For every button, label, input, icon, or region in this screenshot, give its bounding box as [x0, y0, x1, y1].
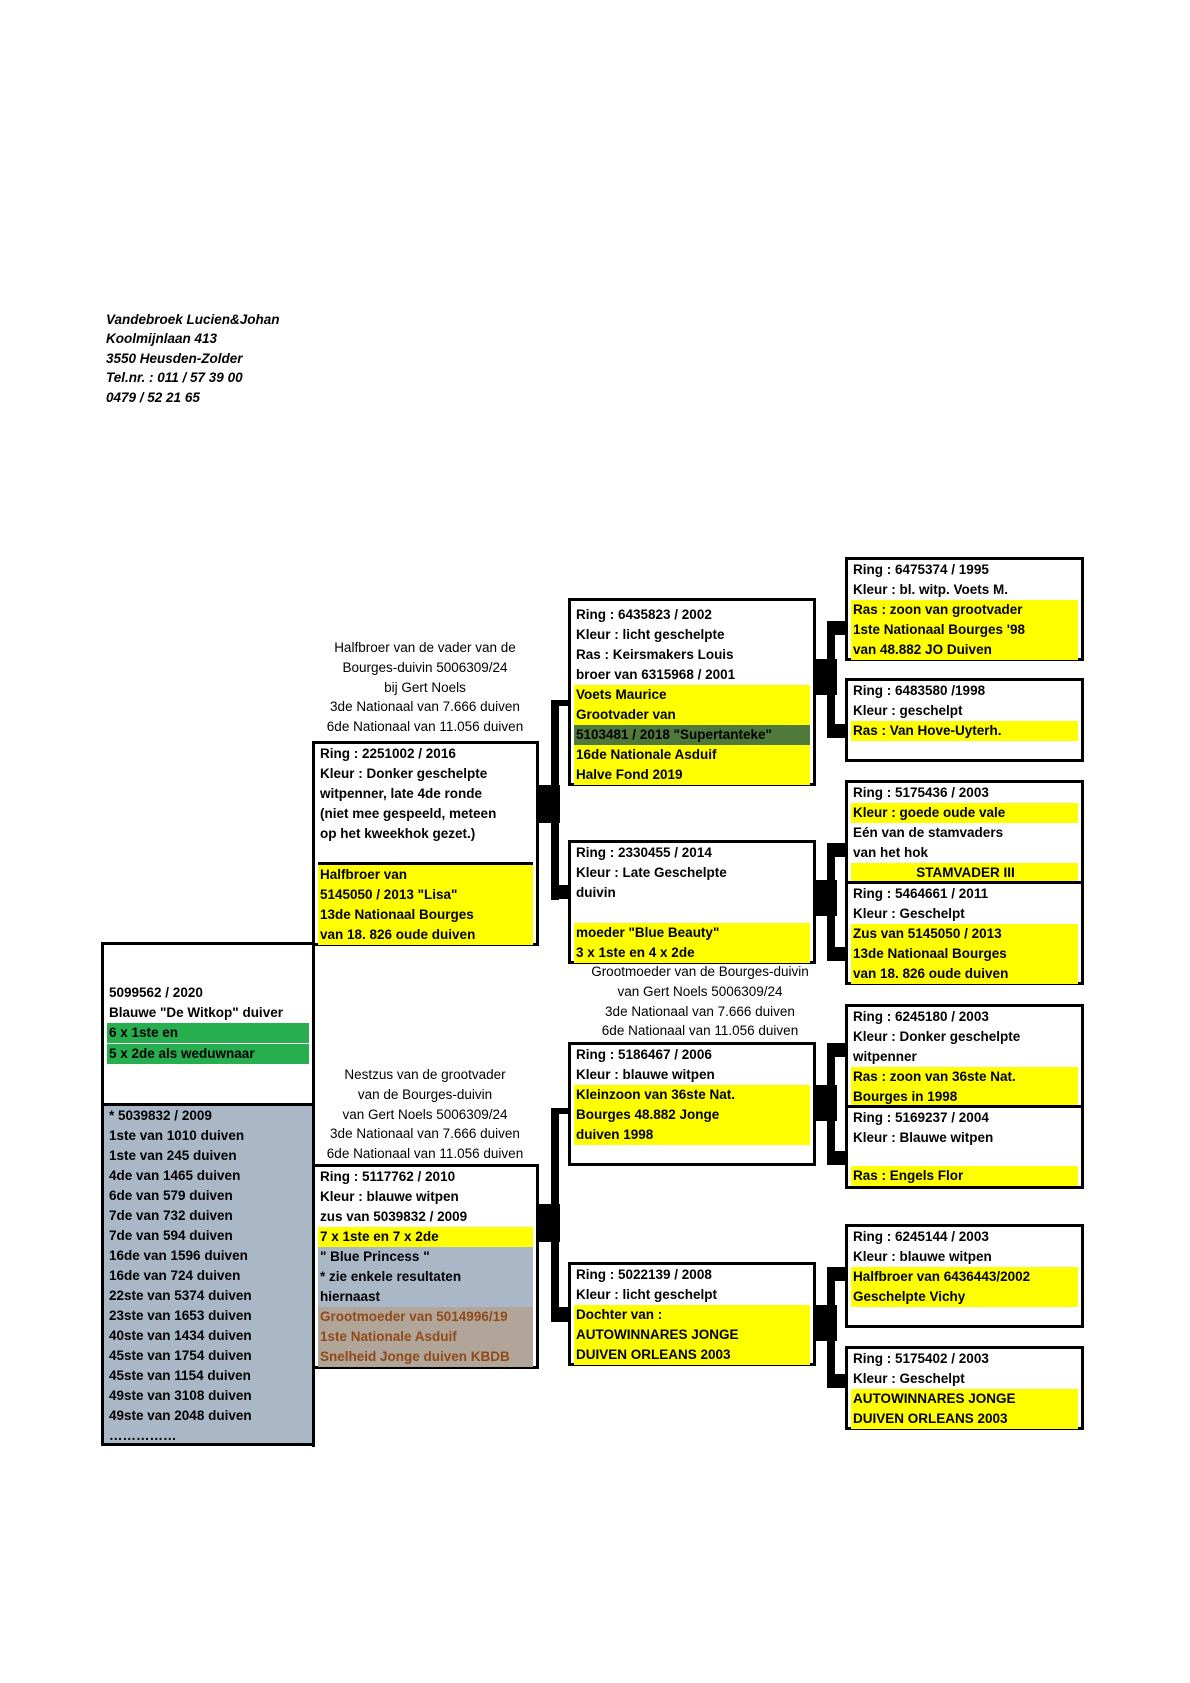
highlight: Geschelpte Vichy	[851, 1287, 1078, 1307]
color: Kleur : licht geschelpt	[576, 1287, 718, 1302]
result-line: 22ste van 5374 duiven	[109, 1288, 252, 1303]
result-line: 49ste van 2048 duiven	[109, 1408, 252, 1423]
result-line: 16de van 724 duiven	[109, 1268, 241, 1283]
connector	[827, 1374, 847, 1388]
gg-card-1	[845, 557, 1084, 661]
color: Kleur : geschelpt	[853, 703, 963, 718]
result-line: 16de van 1596 duiven	[109, 1248, 248, 1263]
ring: Ring : 6245180 / 2003	[853, 1009, 989, 1024]
subject-highlight-1: 6 x 1ste en	[107, 1023, 309, 1043]
connector	[827, 1267, 847, 1281]
connector	[827, 947, 847, 961]
dam-ring: Ring : 5117762 / 2010	[320, 1169, 456, 1184]
result-line: 1ste van 245 duiven	[109, 1148, 237, 1163]
connector	[827, 621, 847, 635]
gg-card-4	[845, 881, 1084, 985]
gg-card-7	[845, 1224, 1084, 1328]
gg-card-2	[845, 678, 1084, 762]
highlight: Zus van 5145050 / 2013	[851, 924, 1078, 944]
color: Kleur : Geschelpt	[853, 906, 965, 921]
highlight: DUIVEN ORLEANS 2003	[851, 1409, 1078, 1429]
subject-highlight-2: 5 x 2de als weduwnaar	[107, 1044, 309, 1064]
dam-color: Kleur : blauwe witpen	[320, 1189, 459, 1204]
result-line: 7de van 732 duiven	[109, 1208, 233, 1223]
connector	[827, 1151, 847, 1165]
ring: Ring : 6435823 / 2002	[576, 607, 712, 622]
detail: van het hok	[853, 845, 929, 860]
ring: Ring : 5169237 / 2004	[853, 1110, 989, 1125]
sire-detail: op het kweekhok gezet.)	[320, 826, 476, 841]
owner-city: 3550 Heusden-Zolder	[106, 350, 243, 366]
highlight: duiven 1998	[574, 1125, 810, 1145]
color: Kleur : Late Geschelpte	[576, 865, 727, 880]
connector	[827, 843, 835, 961]
highlight: AUTOWINNARES JONGE	[851, 1389, 1078, 1409]
result-line: 40ste van 1434 duiven	[109, 1328, 252, 1343]
connector	[551, 1108, 571, 1114]
color: Kleur : Donker geschelpte	[853, 1029, 1021, 1044]
result-line: * 5039832 / 2009	[109, 1108, 212, 1123]
color: Kleur : licht geschelpte	[576, 627, 725, 642]
owner-name: Vandebroek Lucien&Johan	[106, 312, 280, 327]
ring: Ring : 5175402 / 2003	[853, 1351, 989, 1366]
highlight: Grootvader van	[574, 705, 810, 725]
dam-note-line: hiernaast	[318, 1287, 533, 1307]
connector	[827, 1043, 835, 1165]
sire-highlight: van 18. 826 oude duiven	[318, 925, 533, 945]
highlight: 1ste Nationaal Bourges '98	[851, 620, 1078, 640]
highlight: moeder "Blue Beauty"	[574, 923, 810, 943]
dam-dam-note: Grootmoeder van de Bourges-duivin van Gert Noels 5006309/24 3de Nationaal van 7.666 duiven 6de Nationaal van 11.056 duiven	[591, 964, 809, 1039]
dam-achievement: Snelheid Jonge duiven KBDB	[318, 1347, 533, 1367]
result-line: 6de van 579 duiven	[109, 1188, 233, 1203]
dam-achievement: Grootmoeder van 5014996/19	[318, 1307, 533, 1327]
highlight: Halfbroer van 6436443/2002	[851, 1267, 1078, 1287]
sire-highlight: 13de Nationaal Bourges	[318, 905, 533, 925]
color: Kleur : blauwe witpen	[853, 1249, 992, 1264]
highlight: Bourges 48.882 Jonge	[574, 1105, 810, 1125]
dam-name: " Blue Princess "	[318, 1247, 533, 1267]
connector	[827, 843, 847, 857]
connector	[312, 942, 315, 1447]
gg-card-8	[845, 1346, 1084, 1430]
result-line: 7de van 594 duiven	[109, 1228, 233, 1243]
highlight-dark: 5103481 / 2018 "Supertanteke"	[574, 725, 810, 745]
highlight: Kleur : goede oude vale	[851, 803, 1078, 823]
detail: witpenner	[853, 1049, 917, 1064]
sire-sire-card	[568, 598, 816, 786]
connector	[551, 885, 571, 899]
ring: Ring : 2330455 / 2014	[576, 845, 712, 860]
connector	[551, 700, 571, 706]
result-line: 4de van 1465 duiven	[109, 1168, 241, 1183]
owner-address	[106, 310, 280, 407]
result-line: 1ste van 1010 duiven	[109, 1128, 245, 1143]
detail: duivin	[576, 885, 616, 900]
color: Kleur : Geschelpt	[853, 1371, 965, 1386]
highlight: DUIVEN ORLEANS 2003	[574, 1345, 810, 1365]
sire-card	[312, 741, 539, 946]
highlight: Dochter van :	[574, 1305, 810, 1325]
highlight: Bourges in 1998	[851, 1087, 1078, 1107]
owner-mobile: 0479 / 52 21 65	[106, 389, 200, 405]
breed: Ras : Keirsmakers Louis	[576, 647, 734, 662]
subject-name: Blauwe "De Witkop" duiver	[109, 1005, 283, 1020]
sire-highlight: Halfbroer van	[318, 865, 533, 885]
dam-detail: zus van 5039832 / 2009	[320, 1209, 468, 1224]
highlight: van 18. 826 oude duiven	[851, 964, 1078, 984]
ring: Ring : 6483580 /1998	[853, 683, 986, 698]
dam-sire-card	[568, 1042, 816, 1166]
gg-card-5	[845, 1004, 1084, 1108]
detail: broer van 6315968 / 2001	[576, 667, 736, 682]
color: Kleur : bl. witp. Voets M.	[853, 582, 1009, 597]
connector	[551, 700, 559, 900]
highlight: van 48.882 JO Duiven	[851, 640, 1078, 660]
highlight: Ras : zoon van 36ste Nat.	[851, 1067, 1078, 1087]
dam-highlight: 7 x 1ste en 7 x 2de	[318, 1227, 533, 1247]
ring: Ring : 5175436 / 2003	[853, 785, 989, 800]
gg-card-3	[845, 780, 1084, 884]
dam-achievement: 1ste Nationale Asduif	[318, 1327, 533, 1347]
color: Kleur : blauwe witpen	[576, 1067, 715, 1082]
dam-dam-card	[568, 1262, 816, 1366]
ring: Ring : 5464661 / 2011	[853, 886, 989, 901]
highlight: Ras : Van Hove-Uyterh.	[851, 721, 1078, 741]
detail: Eén van de stamvaders	[853, 825, 1004, 840]
highlight: 3 x 1ste en 4 x 2de	[574, 943, 810, 963]
gg-card-6	[845, 1105, 1084, 1189]
result-line: 45ste van 1154 duiven	[109, 1368, 251, 1383]
ring: Ring : 6245144 / 2003	[853, 1229, 989, 1244]
result-line: 45ste van 1754 duiven	[109, 1348, 252, 1363]
connector	[551, 1108, 559, 1322]
sire-ring: Ring : 2251002 / 2016	[320, 746, 456, 761]
highlight: 13de Nationaal Bourges	[851, 944, 1078, 964]
ring: Ring : 6475374 / 1995	[853, 562, 989, 577]
ring: Ring : 5022139 / 2008	[576, 1267, 712, 1282]
connector	[827, 1267, 835, 1388]
sire-color: Kleur : Donker geschelpte	[320, 766, 488, 781]
subject-results	[101, 1103, 315, 1446]
subject-ring: 5099562 / 2020	[109, 985, 203, 1000]
dam-note-line: * zie enkele resultaten	[318, 1267, 533, 1287]
highlight: Voets Maurice	[574, 685, 810, 705]
highlight: 16de Nationale Asduif	[574, 745, 810, 765]
result-line: 49ste van 3108 duiven	[109, 1388, 252, 1403]
highlight: AUTOWINNARES JONGE	[574, 1325, 810, 1345]
highlight: Ras : zoon van grootvader	[851, 600, 1078, 620]
connector	[827, 724, 847, 738]
result-line: 23ste van 1653 duiven	[109, 1308, 252, 1323]
sire-detail: witpenner, late 4de ronde	[320, 786, 483, 801]
connector	[827, 621, 835, 738]
highlight: Ras : Engels Flor	[851, 1166, 1078, 1186]
owner-street: Koolmijnlaan 413	[106, 331, 218, 347]
connector	[551, 1307, 571, 1322]
highlight: Kleinzoon van 36ste Nat.	[574, 1085, 810, 1105]
sire-highlight: 5145050 / 2013 "Lisa"	[318, 885, 533, 905]
dam-note: Nestzus van de grootvader van de Bourges-duivin van Gert Noels 5006309/24 3de Nationaal van 7.666 duiven 6de Nationaal van 11.056 duiven	[326, 1067, 524, 1162]
color: Kleur : Blauwe witpen	[853, 1130, 994, 1145]
subject-pigeon-card	[101, 942, 315, 1047]
sire-note: Halfbroer van de vader van de Bourges-duivin 5006309/24 bij Gert Noels 3de Nationaal van 7.666 duiven 6de Nationaal van 11.056 duiven	[326, 640, 524, 735]
result-line: ……………	[109, 1428, 177, 1443]
highlight: Halve Fond 2019	[574, 765, 810, 785]
subject-highlight-card	[101, 1044, 315, 1106]
sire-dam-card	[568, 840, 816, 964]
sire-detail: (niet mee gespeeld, meteen	[320, 806, 497, 821]
connector	[827, 1043, 847, 1057]
dam-card	[312, 1164, 539, 1369]
highlight: STAMVADER III	[851, 863, 1078, 883]
owner-phone: Tel.nr. : 011 / 57 39 00	[106, 370, 243, 386]
ring: Ring : 5186467 / 2006	[576, 1047, 712, 1062]
